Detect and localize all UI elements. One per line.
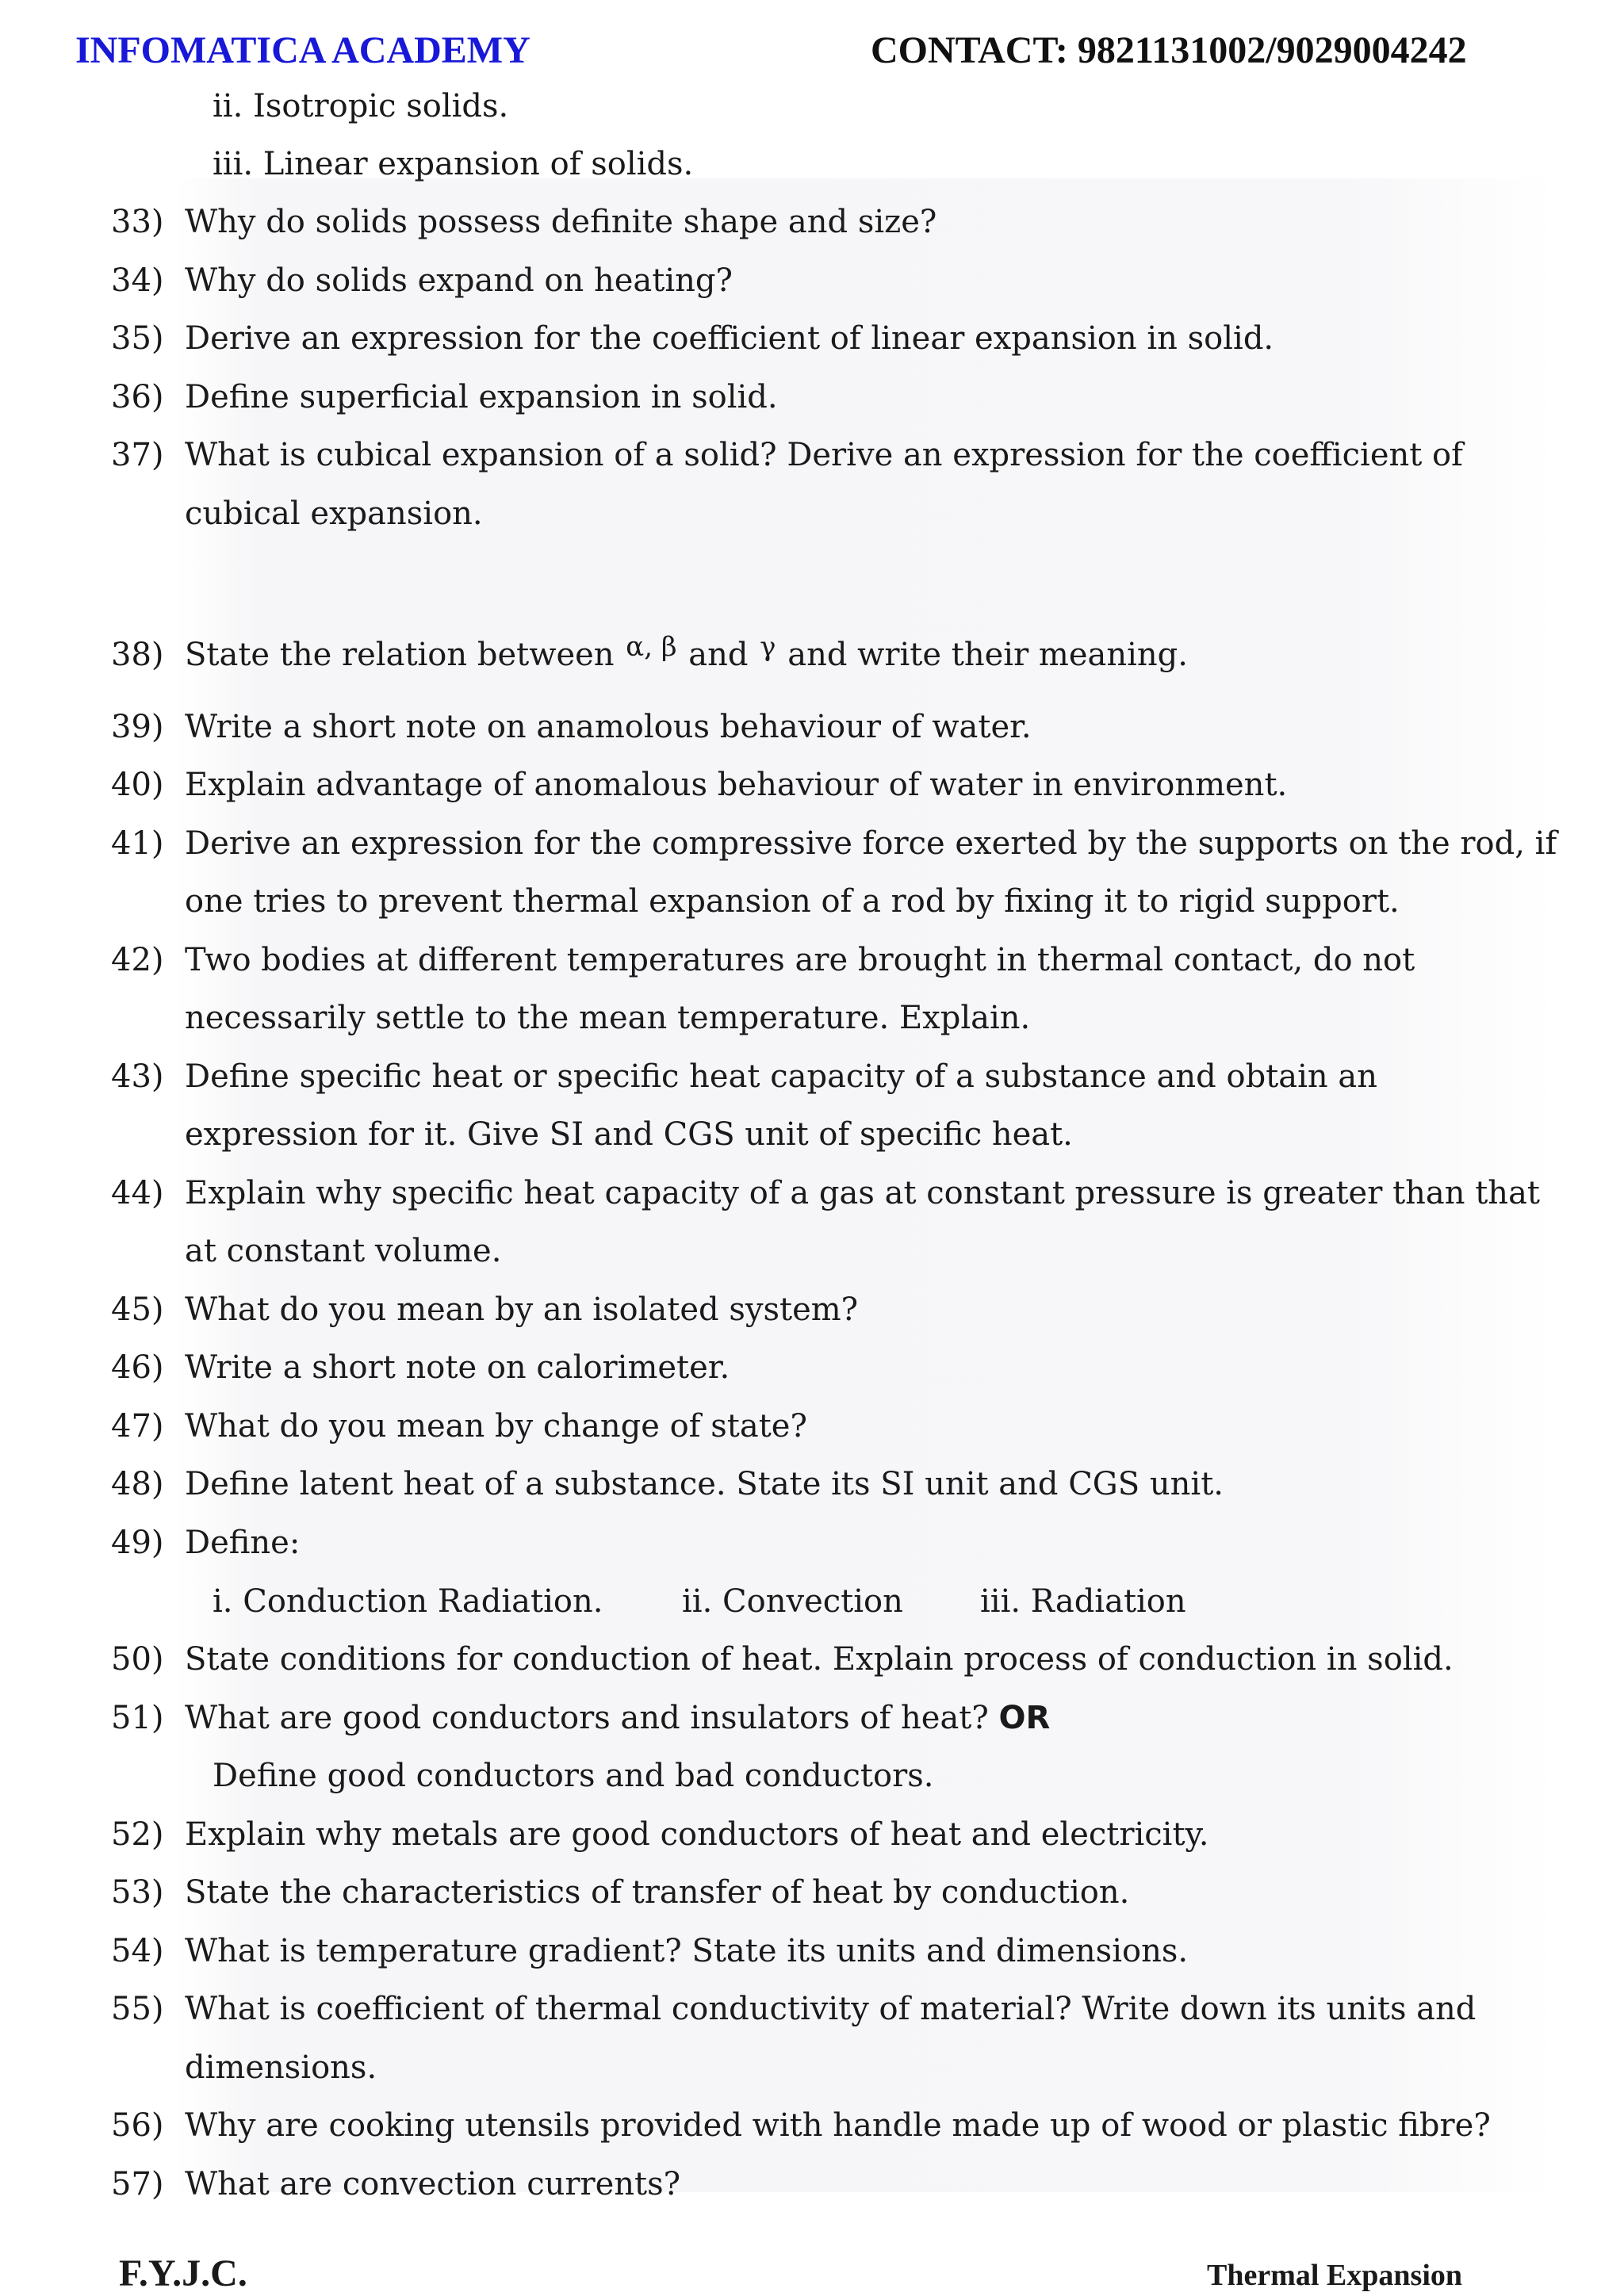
question-text: Why do solids possess definite shape and size? [185,204,937,240]
or-label: OR [998,1700,1051,1736]
question-number: 46) [111,1349,164,1386]
question-number: 47) [111,1408,164,1445]
question-text: Explain advantage of anomalous behaviour of water in environment. [185,767,1288,803]
question-text [185,1697,1050,1739]
question-number: 45) [111,1292,164,1328]
question-number: 55) [111,1991,164,2027]
question-number: 43) [111,1058,164,1095]
question-text: Why do solids expand on heating? [185,262,733,299]
question-text: Define: [185,1525,301,1561]
question-text: necessarily settle to the mean temperature. Explain. [185,1000,1031,1036]
class-label: F.Y.J.C. [119,2252,247,2294]
academy-name: INFOMATICA ACADEMY [75,29,530,71]
question-number: 49) [111,1525,164,1561]
question-number: 44) [111,1175,164,1211]
question-text: expression for it. Give SI and CGS unit of specific heat. [185,1116,1073,1153]
chapter-title: Thermal Expansion [1207,2259,1463,2292]
question-text: What is cubical expansion of a solid? Derive an expression for the coefficient of [185,437,1463,473]
question-text: cubical expansion. [185,496,483,532]
question-text: Define latent heat of a substance. State its SI unit and CGS unit. [185,1466,1224,1502]
list-item: iii. Linear expansion of solids. [213,146,694,182]
question-number: 42) [111,942,164,978]
option-convection: ii. Convection [682,1583,903,1620]
question-text: Explain why metals are good conductors of heat and electricity. [185,1816,1209,1853]
contact-info: CONTACT: 9821131002/9029004242 [871,29,1467,71]
question-text: What do you mean by an isolated system? [185,1292,859,1328]
question-number: 34) [111,262,164,299]
question-text: at constant volume. [185,1233,502,1269]
question-51-alt: Define good conductors and bad conductors. [213,1758,934,1794]
option-conduction: i. Conduction Radiation. [213,1583,603,1620]
alpha-beta-symbol: α, β [626,631,677,663]
question-number: 41) [111,825,164,862]
question-text: Write a short note on calorimeter. [185,1349,730,1386]
question-text: Define superficial expansion in solid. [185,379,778,415]
question-number: 33) [111,204,164,240]
question-text [185,631,1188,677]
question-text: Derive an expression for the coefficient of linear expansion in solid. [185,320,1274,357]
question-text: Define specific heat or specific heat capacity of a substance and obtain an [185,1058,1377,1095]
question-text: Two bodies at different temperatures are brought in thermal contact, do not [185,942,1415,978]
question-number: 56) [111,2107,164,2144]
gamma-symbol: γ [760,631,776,663]
question-number: 57) [111,2166,164,2202]
question-text: State conditions for conduction of heat. Explain process of conduction in solid. [185,1641,1454,1678]
question-text: dimensions. [185,2049,377,2086]
list-item: ii. Isotropic solids. [213,88,509,124]
question-number: 54) [111,1933,164,1969]
question-text-part: and write their meaning. [787,637,1188,673]
question-text-part: State the relation between [185,637,615,673]
question-text: Explain why specific heat capacity of a gas at constant pressure is greater than that [185,1175,1540,1211]
question-text: What is coefficient of thermal conductivity of material? Write down its units and [185,1991,1477,2027]
question-number: 39) [111,709,164,745]
question-number: 48) [111,1466,164,1502]
question-number: 52) [111,1816,164,1853]
question-text: Write a short note on anamolous behaviour of water. [185,709,1032,745]
option-radiation: iii. Radiation [980,1583,1186,1620]
question-text: Derive an expression for the compressive force exerted by the supports on the rod, if [185,825,1557,862]
question-text: What is temperature gradient? State its units and dimensions. [185,1933,1189,1969]
question-text: State the characteristics of transfer of heat by conduction. [185,1874,1130,1911]
question-number: 50) [111,1641,164,1678]
question-number: 40) [111,767,164,803]
question-number: 38) [111,637,164,673]
question-number: 53) [111,1874,164,1911]
question-text: one tries to prevent thermal expansion of a rod by fixing it to rigid support. [185,883,1400,920]
question-number: 37) [111,437,164,473]
question-text: What do you mean by change of state? [185,1408,807,1445]
question-text: What are convection currents? [185,2166,681,2202]
question-number: 36) [111,379,164,415]
question-text: Why are cooking utensils provided with handle made up of wood or plastic fibre? [185,2107,1491,2144]
question-text-part: What are good conductors and insulators of heat? [185,1700,989,1736]
question-number: 35) [111,320,164,357]
question-text-part: and [688,637,749,673]
question-number: 51) [111,1700,164,1736]
